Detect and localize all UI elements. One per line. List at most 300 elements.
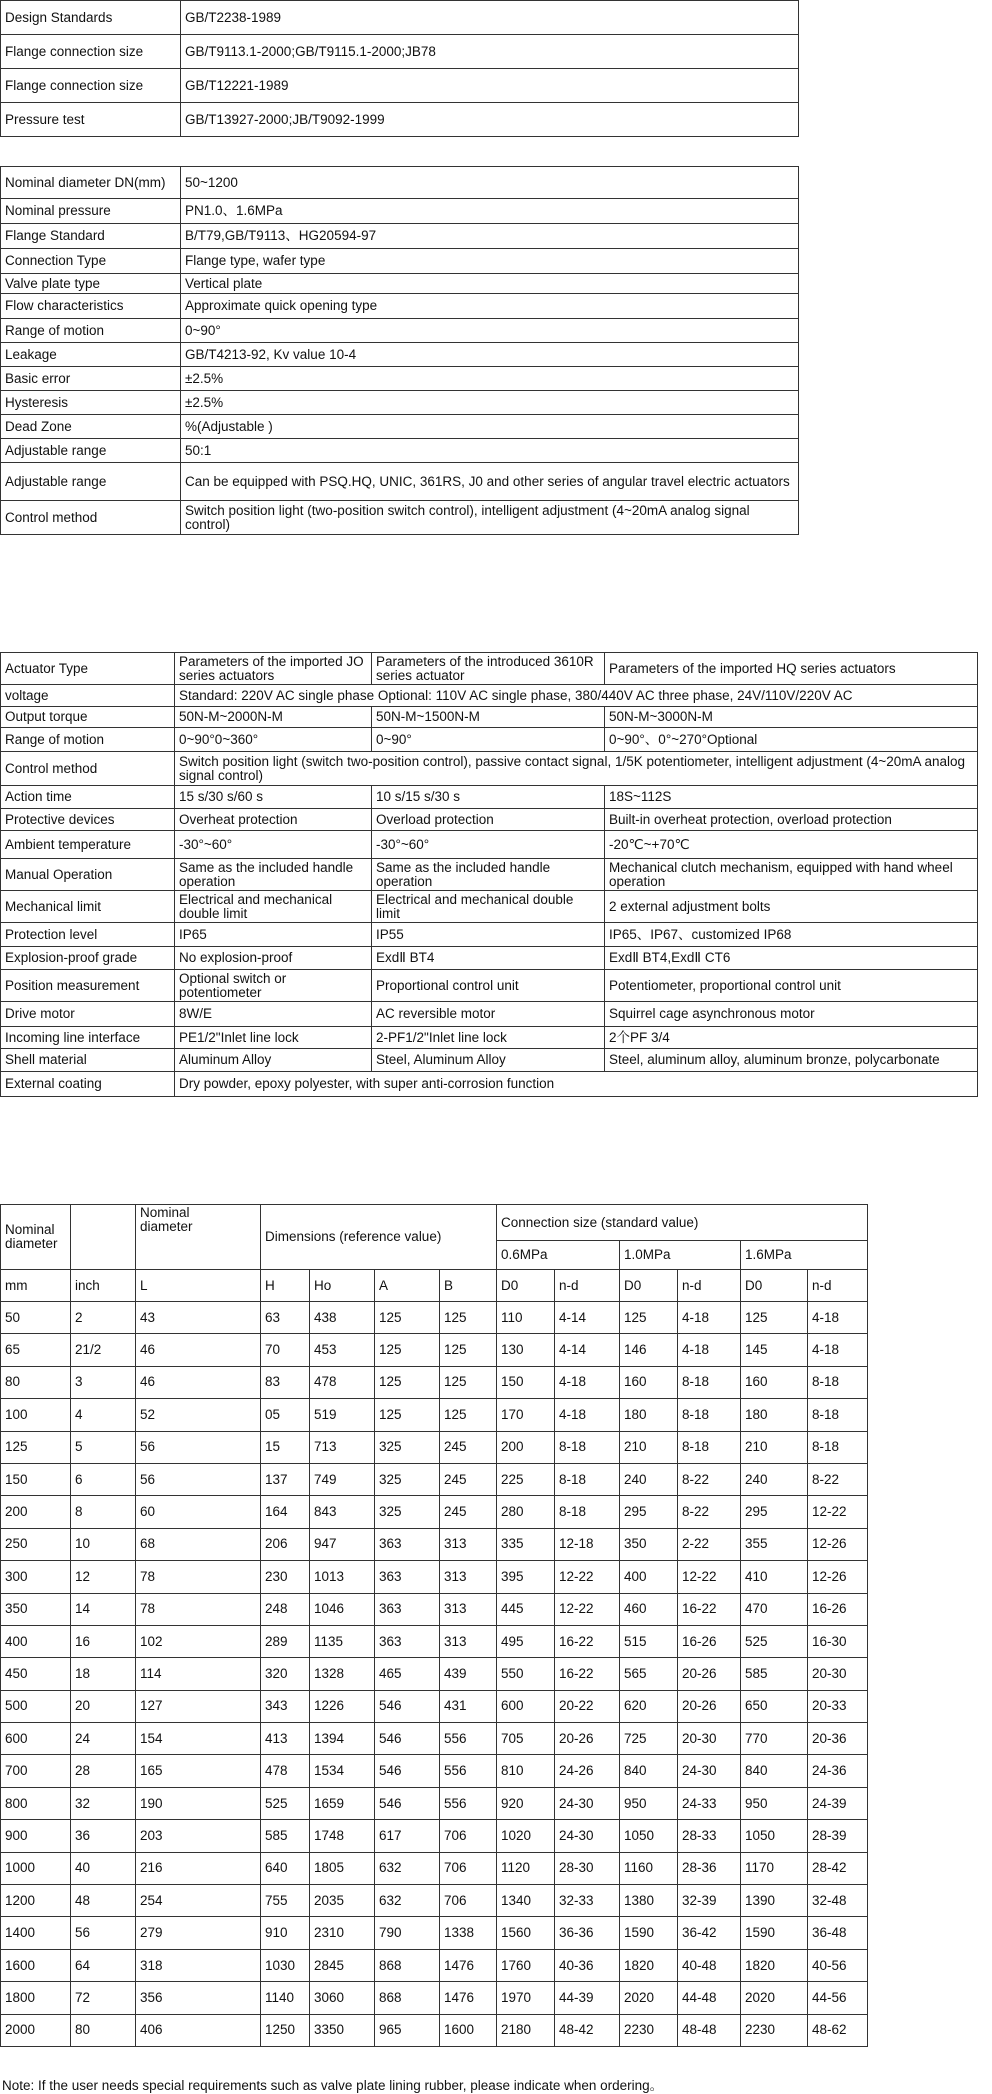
dimension-cell: 525 (741, 1625, 808, 1657)
dimension-cell: 3060 (310, 1982, 375, 2014)
dimension-cell: 478 (310, 1366, 375, 1398)
dimension-cell: 8-18 (808, 1399, 868, 1431)
dimension-cell: 210 (741, 1431, 808, 1463)
dimension-cell: 127 (136, 1690, 261, 1722)
spec-row (1, 415, 799, 439)
actuator-param-value: Dry powder, epoxy polyester, with super anti-corrosion function (175, 1072, 978, 1097)
dimension-cell: 245 (440, 1431, 497, 1463)
spec-row (1, 367, 799, 391)
dimension-cell: 1170 (741, 1852, 808, 1884)
dimension-cell: 279 (136, 1917, 261, 1949)
dimension-row (1, 1561, 868, 1593)
subheader-cell: n-d (555, 1270, 620, 1302)
dimension-cell: 32-33 (555, 1885, 620, 1917)
spec-row (1, 294, 799, 319)
actuator-param-label: Explosion-proof grade (1, 947, 175, 970)
dimension-cell: 125 (1, 1431, 71, 1463)
dimension-cell: 313 (440, 1561, 497, 1593)
standard-label: Flange connection size (1, 35, 181, 69)
spec-value: Can be equipped with PSQ.HQ, UNIC, 361RS, J0 and other series of angular travel electric actuators (181, 463, 799, 501)
dimension-row (1, 1399, 868, 1431)
dimension-cell: 343 (261, 1690, 310, 1722)
dimension-cell: 1820 (741, 1949, 808, 1981)
actuator-param-label: Range of motion (1, 728, 175, 752)
dimension-cell: 713 (310, 1431, 375, 1463)
dimension-cell: 410 (741, 1561, 808, 1593)
dimension-cell: 48 (71, 1885, 136, 1917)
subheader-cell: H (261, 1270, 310, 1302)
actuator-row (1, 1049, 978, 1072)
dimension-cell: 439 (440, 1658, 497, 1690)
dimension-cell: 8-18 (555, 1463, 620, 1495)
dimension-cell: 240 (620, 1463, 678, 1495)
dimension-cell: 840 (620, 1755, 678, 1787)
dimension-cell: 363 (375, 1593, 440, 1625)
actuator-row (1, 1027, 978, 1049)
dimension-cell: 28-33 (678, 1820, 741, 1852)
dimension-cell: 8 (71, 1496, 136, 1528)
actuator-table (0, 652, 978, 1097)
header-nominal-diameter-l (136, 1205, 261, 1270)
dimension-cell: 3350 (310, 2014, 375, 2046)
spec-label: Nominal diameter DN(mm) (1, 167, 181, 199)
dimension-cell: 1590 (741, 1917, 808, 1949)
actuator-param-value: 50N-M~3000N-M (605, 707, 978, 728)
actuator-param-label: Incoming line interface (1, 1027, 175, 1049)
dimension-cell: 4 (71, 1399, 136, 1431)
dimension-cell: 4-18 (808, 1334, 868, 1366)
standard-label: Design Standards (1, 1, 181, 35)
dimension-cell: 356 (136, 1982, 261, 2014)
dimension-cell: 216 (136, 1852, 261, 1884)
dimension-cell: 14 (71, 1593, 136, 1625)
dimension-cell: 790 (375, 1917, 440, 1949)
dimension-cell: 20 (71, 1690, 136, 1722)
spec-value: Switch position light (two-position switch control), intelligent adjustment (4~20mA analog signal control) (181, 501, 799, 535)
dimension-cell: 8-18 (808, 1366, 868, 1398)
specifications-table (0, 166, 799, 535)
dimension-cell: 920 (497, 1787, 555, 1819)
actuator-param-value: IP65 (175, 923, 372, 947)
dimension-cell: 72 (71, 1982, 136, 2014)
dimension-cell: 843 (310, 1496, 375, 1528)
dimension-cell: 355 (741, 1528, 808, 1560)
actuator-row (1, 786, 978, 809)
dimension-cell: 56 (136, 1463, 261, 1495)
dimension-cell: 12-18 (555, 1528, 620, 1560)
dimension-cell: 600 (497, 1690, 555, 1722)
dimension-cell: 1970 (497, 1982, 555, 2014)
dimension-cell: 21/2 (71, 1334, 136, 1366)
dimension-cell: 313 (440, 1625, 497, 1657)
actuator-param-value: 0~90°、0°~270°Optional (605, 728, 978, 752)
dimension-cell: 36 (71, 1820, 136, 1852)
dimension-cell: 20-26 (555, 1723, 620, 1755)
actuator-row (1, 831, 978, 859)
dimension-cell: 350 (620, 1528, 678, 1560)
dimension-cell: 46 (136, 1334, 261, 1366)
actuator-param-value: Potentiometer, proportional control unit (605, 970, 978, 1002)
dimension-cell: 18 (71, 1658, 136, 1690)
dimension-cell: 3 (71, 1366, 136, 1398)
dimension-cell: 295 (620, 1496, 678, 1528)
spec-label: Leakage (1, 343, 181, 367)
actuator-param-value: -30°~60° (372, 831, 605, 859)
dimension-cell: 137 (261, 1463, 310, 1495)
dimension-cell: 495 (497, 1625, 555, 1657)
dimension-row (1, 1302, 868, 1334)
dimension-cell: 431 (440, 1690, 497, 1722)
actuator-param-value: 0~90° (372, 728, 605, 752)
dimension-cell: 24-30 (555, 1820, 620, 1852)
dimension-cell: 1328 (310, 1658, 375, 1690)
dimension-cell: 1820 (620, 1949, 678, 1981)
dimension-row (1, 1690, 868, 1722)
dimension-cell: 2230 (620, 2014, 678, 2046)
dimension-cell: 16-22 (555, 1625, 620, 1657)
dimension-cell: 706 (440, 1852, 497, 1884)
spec-value: GB/T4213-92, Kv value 10-4 (181, 343, 799, 367)
dimension-cell: 400 (620, 1561, 678, 1593)
dimension-cell: 325 (375, 1496, 440, 1528)
dimension-cell: 24-39 (808, 1787, 868, 1819)
actuator-param-label: Control method (1, 752, 175, 786)
dimension-cell: 1590 (620, 1917, 678, 1949)
dimension-cell: 478 (261, 1755, 310, 1787)
spec-value: ±2.5% (181, 391, 799, 415)
dimension-cell: 8-22 (678, 1463, 741, 1495)
dimension-cell: 868 (375, 1949, 440, 1981)
dimension-cell: 110 (497, 1302, 555, 1334)
dimension-cell: 470 (741, 1593, 808, 1625)
actuator-param-value: -30°~60° (175, 831, 372, 859)
dimension-cell: 1020 (497, 1820, 555, 1852)
dimension-row (1, 1366, 868, 1398)
actuator-param-value: 0~90°0~360° (175, 728, 372, 752)
actuator-param-value: No explosion-proof (175, 947, 372, 970)
dimension-cell: 465 (375, 1658, 440, 1690)
actuator-row (1, 809, 978, 831)
dimension-cell: 20-36 (808, 1723, 868, 1755)
dimension-cell: 150 (1, 1463, 71, 1495)
dimension-cell: 125 (440, 1366, 497, 1398)
dimension-cell: 313 (440, 1593, 497, 1625)
dimension-cell: 950 (620, 1787, 678, 1819)
dimension-cell: 12-22 (555, 1593, 620, 1625)
actuator-header-cell: Parameters of the introduced 3610R series actuator (372, 653, 605, 685)
actuator-param-value: Switch position light (switch two-position control), passive contact signal, 1/5K potentiometer, intelligent adjustment (4~20mA analog signal control) (175, 752, 978, 786)
dimension-cell: 125 (375, 1366, 440, 1398)
spec-label: Range of motion (1, 319, 181, 343)
dimension-cell: 295 (741, 1496, 808, 1528)
dimension-row (1, 1755, 868, 1787)
actuator-param-value: -20℃~+70℃ (605, 831, 978, 859)
actuator-param-value: IP55 (372, 923, 605, 947)
dimension-cell: 16-30 (808, 1625, 868, 1657)
dimension-cell: 254 (136, 1885, 261, 1917)
dimension-cell: 40-36 (555, 1949, 620, 1981)
dimension-cell: 406 (136, 2014, 261, 2046)
dimension-cell: 16-26 (808, 1593, 868, 1625)
dimension-row (1, 1852, 868, 1884)
standard-value: GB/T12221-1989 (181, 69, 799, 103)
dimension-cell: 32-48 (808, 1885, 868, 1917)
actuator-param-label: Position measurement (1, 970, 175, 1002)
dimension-cell: 1534 (310, 1755, 375, 1787)
actuator-param-value: AC reversible motor (372, 1002, 605, 1027)
dimension-cell: 749 (310, 1463, 375, 1495)
dimension-cell: 2-22 (678, 1528, 741, 1560)
dimension-cell: 320 (261, 1658, 310, 1690)
actuator-param-value: 8W/E (175, 1002, 372, 1027)
dimension-cell: 525 (261, 1787, 310, 1819)
dimension-cell: 05 (261, 1399, 310, 1431)
actuator-param-value: 15 s/30 s/60 s (175, 786, 372, 809)
actuator-row (1, 1072, 978, 1097)
dimension-row (1, 1982, 868, 2014)
dimension-cell: 16-26 (678, 1625, 741, 1657)
spec-label: Connection Type (1, 249, 181, 274)
actuator-header-cell: Parameters of the imported JO series actuators (175, 653, 372, 685)
dimension-cell: 230 (261, 1561, 310, 1593)
dimension-cell: 130 (497, 1334, 555, 1366)
dimension-cell: 8-22 (808, 1463, 868, 1495)
dimension-cell: 585 (261, 1820, 310, 1852)
standard-label: Pressure test (1, 103, 181, 137)
dimension-cell: 1050 (620, 1820, 678, 1852)
actuator-param-label: Action time (1, 786, 175, 809)
dimension-cell: 15 (261, 1431, 310, 1463)
dimension-row (1, 1917, 868, 1949)
dimension-cell: 56 (71, 1917, 136, 1949)
dimension-cell: 1805 (310, 1852, 375, 1884)
dimension-cell: 32-39 (678, 1885, 741, 1917)
dimension-cell: 28-30 (555, 1852, 620, 1884)
header-pressure-06: 0.6MPa (497, 1241, 620, 1270)
dimension-cell: 40 (71, 1852, 136, 1884)
dimension-cell: 1050 (741, 1820, 808, 1852)
dimension-cell: 8-18 (678, 1366, 741, 1398)
dimension-cell: 1560 (497, 1917, 555, 1949)
dimension-cell: 2230 (741, 2014, 808, 2046)
header-nominal-diameter-2: Nominal diameter (140, 1205, 193, 1234)
dimension-cell: 1400 (1, 1917, 71, 1949)
spec-row (1, 167, 799, 199)
dimension-cell: 1394 (310, 1723, 375, 1755)
actuator-param-label: Ambient temperature (1, 831, 175, 859)
dimension-cell: 700 (1, 1755, 71, 1787)
subheader-cell: B (440, 1270, 497, 1302)
standard-value: GB/T2238-1989 (181, 1, 799, 35)
dimension-cell: 810 (497, 1755, 555, 1787)
dimension-cell: 160 (741, 1366, 808, 1398)
dimension-row (1, 1723, 868, 1755)
dimension-cell: 160 (620, 1366, 678, 1398)
dimension-cell: 2310 (310, 1917, 375, 1949)
standards-table (0, 0, 799, 137)
dimension-cell: 1120 (497, 1852, 555, 1884)
dimension-cell: 125 (440, 1302, 497, 1334)
dimension-cell: 546 (375, 1690, 440, 1722)
actuator-param-label: External coating (1, 1072, 175, 1097)
header-pressure-16: 1.6MPa (741, 1241, 868, 1270)
actuator-param-value: IP65、IP67、customized IP68 (605, 923, 978, 947)
dimension-cell: 1250 (261, 2014, 310, 2046)
dimension-cell: 1340 (497, 1885, 555, 1917)
dimension-cell: 363 (375, 1528, 440, 1560)
dimension-cell: 44-39 (555, 1982, 620, 2014)
header-empty (71, 1241, 136, 1270)
dimension-cell: 1140 (261, 1982, 310, 2014)
dimension-cell: 546 (375, 1787, 440, 1819)
dimension-cell: 450 (1, 1658, 71, 1690)
actuator-param-value: Overheat protection (175, 809, 372, 831)
dimension-cell: 65 (1, 1334, 71, 1366)
subheader-cell: n-d (678, 1270, 741, 1302)
standard-label: Flange connection size (1, 69, 181, 103)
dimension-cell: 210 (620, 1431, 678, 1463)
dimension-cell: 200 (497, 1431, 555, 1463)
spec-label: Flow characteristics (1, 294, 181, 319)
dimension-cell: 180 (741, 1399, 808, 1431)
spec-row (1, 249, 799, 274)
dimension-cell: 248 (261, 1593, 310, 1625)
spec-row (1, 224, 799, 249)
dimension-cell: 114 (136, 1658, 261, 1690)
spec-row (1, 343, 799, 367)
dimension-cell: 350 (1, 1593, 71, 1625)
dimension-cell: 1600 (1, 1949, 71, 1981)
dimension-cell: 125 (620, 1302, 678, 1334)
subheader-cell: Ho (310, 1270, 375, 1302)
dimension-cell: 556 (440, 1755, 497, 1787)
actuator-param-value: Steel, aluminum alloy, aluminum bronze, polycarbonate (605, 1049, 978, 1072)
actuator-param-value: Proportional control unit (372, 970, 605, 1002)
dimension-cell: 840 (741, 1755, 808, 1787)
standards-row (1, 35, 799, 69)
spec-value: PN1.0、1.6MPa (181, 199, 799, 224)
dimension-cell: 4-18 (555, 1399, 620, 1431)
subheader-mm: mm (1, 1270, 71, 1302)
actuator-param-label: Protective devices (1, 809, 175, 831)
actuator-param-value: 50N-M~2000N-M (175, 707, 372, 728)
subheader-l: L (136, 1270, 261, 1302)
dimension-row (1, 1496, 868, 1528)
dimension-cell: 515 (620, 1625, 678, 1657)
footnote: Note: If the user needs special requirements such as valve plate lining rubber, please indicate when ordering。 (2, 2078, 664, 2093)
spec-row (1, 199, 799, 224)
standard-value: GB/T9113.1-2000;GB/T9115.1-2000;JB78 (181, 35, 799, 69)
dimension-cell: 1030 (261, 1949, 310, 1981)
dimension-cell: 4-18 (678, 1302, 741, 1334)
actuator-param-value: Overload protection (372, 809, 605, 831)
dimension-cell: 250 (1, 1528, 71, 1560)
dimension-row (1, 1885, 868, 1917)
actuator-param-value: Built-in overheat protection, overload protection (605, 809, 978, 831)
dimension-cell: 1160 (620, 1852, 678, 1884)
dimension-row (1, 1949, 868, 1981)
actuator-row (1, 728, 978, 752)
dimension-cell: 413 (261, 1723, 310, 1755)
spec-value: Flange type, wafer type (181, 249, 799, 274)
actuator-param-value: 2个PF 3/4 (605, 1027, 978, 1049)
dimension-cell: 16 (71, 1625, 136, 1657)
actuator-param-value: PE1/2"Inlet line lock (175, 1027, 372, 1049)
spec-value: 0~90° (181, 319, 799, 343)
dimension-cell: 1226 (310, 1690, 375, 1722)
dimension-cell: 2020 (620, 1982, 678, 2014)
spec-row (1, 463, 799, 501)
dimension-cell: 145 (741, 1334, 808, 1366)
dimension-cell: 565 (620, 1658, 678, 1690)
dimensions-subheader-row (1, 1270, 868, 1302)
subheader-cell: A (375, 1270, 440, 1302)
dimension-cell: 63 (261, 1302, 310, 1334)
dimension-cell: 8-18 (555, 1496, 620, 1528)
dimension-cell: 24-36 (808, 1755, 868, 1787)
spec-label: Nominal pressure (1, 199, 181, 224)
dimension-cell: 80 (71, 2014, 136, 2046)
dimension-cell: 585 (741, 1658, 808, 1690)
dimension-cell: 102 (136, 1625, 261, 1657)
dimension-cell: 1200 (1, 1885, 71, 1917)
dimension-cell: 78 (136, 1593, 261, 1625)
actuator-param-value: 50N-M~1500N-M (372, 707, 605, 728)
dimension-cell: 180 (620, 1399, 678, 1431)
dimension-row (1, 2014, 868, 2046)
dimension-cell: 950 (741, 1787, 808, 1819)
dimension-cell: 395 (497, 1561, 555, 1593)
spec-row (1, 274, 799, 294)
dimension-cell: 225 (497, 1463, 555, 1495)
spec-value: Vertical plate (181, 274, 799, 294)
dimension-cell: 1800 (1, 1982, 71, 2014)
spec-label: Basic error (1, 367, 181, 391)
actuator-param-label: Shell material (1, 1049, 175, 1072)
dimension-cell: 12 (71, 1561, 136, 1593)
dimension-cell: 868 (375, 1982, 440, 2014)
dimension-cell: 8-18 (678, 1399, 741, 1431)
dimension-cell: 12-26 (808, 1528, 868, 1560)
dimension-cell: 206 (261, 1528, 310, 1560)
dimension-row (1, 1820, 868, 1852)
actuator-param-label: Manual Operation (1, 859, 175, 891)
actuator-row (1, 859, 978, 891)
dimension-cell: 203 (136, 1820, 261, 1852)
dimension-cell: 20-26 (678, 1658, 741, 1690)
dimension-cell: 1390 (741, 1885, 808, 1917)
dimension-cell: 965 (375, 2014, 440, 2046)
dimension-cell: 20-33 (808, 1690, 868, 1722)
dimension-cell: 8-18 (555, 1431, 620, 1463)
dimension-cell: 12-22 (555, 1561, 620, 1593)
dimension-cell: 245 (440, 1463, 497, 1495)
subheader-inch: inch (71, 1270, 136, 1302)
dimension-row (1, 1787, 868, 1819)
dimension-cell: 770 (741, 1723, 808, 1755)
dimension-cell: 438 (310, 1302, 375, 1334)
dimension-cell: 36-42 (678, 1917, 741, 1949)
actuator-param-label: Output torque (1, 707, 175, 728)
dimension-cell: 546 (375, 1755, 440, 1787)
dimension-cell: 154 (136, 1723, 261, 1755)
spec-row (1, 319, 799, 343)
actuator-param-value: Squirrel cage asynchronous motor (605, 1002, 978, 1027)
dimension-cell: 5 (71, 1431, 136, 1463)
dimension-cell: 6 (71, 1463, 136, 1495)
dimension-row (1, 1334, 868, 1366)
spec-value: B/T79,GB/T9113、HG20594-97 (181, 224, 799, 249)
